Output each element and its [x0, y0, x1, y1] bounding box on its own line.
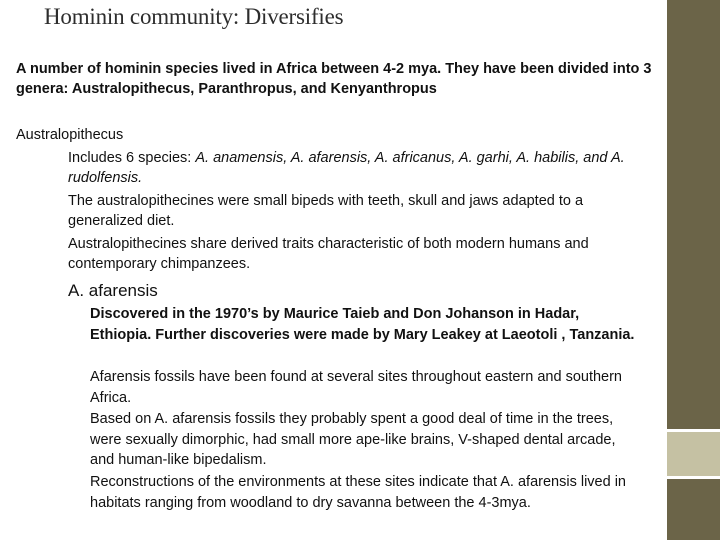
- diet-point: The australopithecines were small bipeds with teeth, skull and jaws adapted to a generalized diet.: [68, 193, 584, 229]
- side-bar-accent-band: [667, 432, 720, 476]
- decorative-side-bar: [667, 0, 720, 540]
- species-point: [68, 148, 643, 188]
- anatomy-point: Based on A. afarensis fossils they probably spent a good deal of time in the trees, were sexually dimorphic, had small more ape-like brains, V-shaped dental arcade, and human-like bipedalism.: [90, 411, 616, 468]
- side-bar-divider: [667, 476, 720, 479]
- traits-point: Australopithecines share derived traits characteristic of both modern humans and contemporary chimpanzees.: [68, 236, 589, 272]
- australopithecus-heading: Australopithecus: [16, 127, 124, 143]
- afarensis-heading: A. afarensis: [68, 281, 158, 300]
- species-list: A. anamensis, A. afarensis, A. africanus, A. garhi, A. habilis, and A. rudolfensis.: [68, 150, 625, 186]
- sites-point: Afarensis fossils have been found at several sites throughout eastern and southern Africa.: [90, 369, 622, 406]
- habitat-point: Reconstructions of the environments at these sites indicate that A. afarensis lived in habitats ranging from woodland to dry savanna between the 4-3mya.: [90, 474, 626, 511]
- slide-title: Hominin community: Diversifies: [44, 4, 344, 29]
- species-prefix: Includes 6 species:: [68, 150, 196, 166]
- discovery-point: Discovered in the 1970’s by Maurice Taieb and Don Johanson in Hadar, Ethiopia. Further discoveries were made by Mary Leakey at Laeotoli , Tanzania.: [90, 306, 635, 343]
- intro-paragraph: A number of hominin species lived in Africa between 4-2 mya. They have been divided into 3 genera: Australopithecus, Paranthropus, and Kenyanthropus: [16, 61, 652, 97]
